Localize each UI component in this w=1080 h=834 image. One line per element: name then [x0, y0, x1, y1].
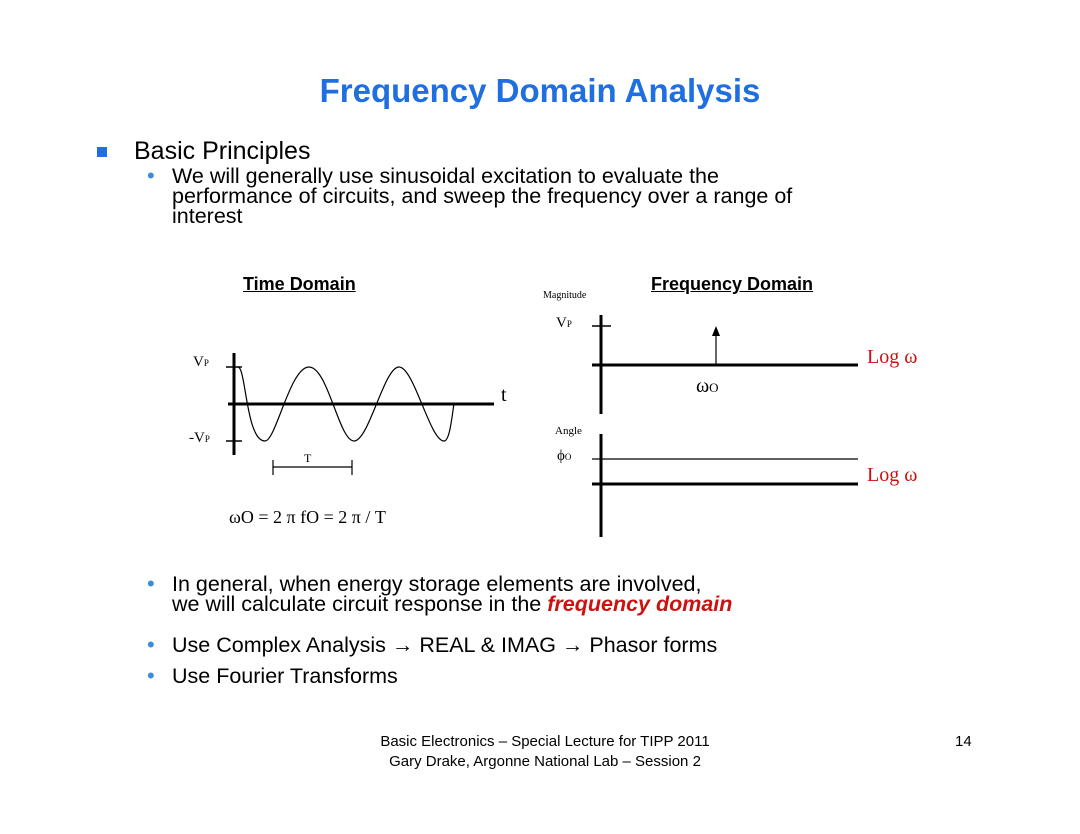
- omega-o-main: ω: [696, 375, 710, 397]
- bullet-dot-icon: •: [147, 163, 155, 188]
- intro-line-3: interest: [172, 204, 243, 228]
- magnitude-label: Magnitude: [543, 290, 587, 301]
- angle-label: Angle: [555, 425, 582, 437]
- bullet-energy-storage: [172, 574, 732, 614]
- vp-label: [193, 354, 209, 371]
- log-omega-label-2: Log ω: [867, 464, 918, 486]
- footer: [330, 732, 760, 772]
- bullet-dot-icon: •: [147, 663, 155, 688]
- phi-o-main: ϕ: [557, 448, 565, 464]
- magnitude-vp-label: [556, 315, 572, 332]
- intro-line-2: performance of circuits, and sweep the frequency over a range of: [172, 184, 793, 208]
- page-number: 14: [955, 733, 972, 750]
- magnitude-vp-sub: P: [566, 319, 572, 329]
- phi-o-sub: O: [564, 452, 572, 462]
- vp-label-sub: P: [203, 358, 209, 368]
- omega-o-sub: O: [709, 380, 719, 395]
- footer-line-1: Basic Electronics – Special Lecture for TIPP 2011: [380, 733, 710, 750]
- intro-line-1: We will generally use sinusoidal excitation to evaluate the: [172, 164, 719, 188]
- section-heading: Basic Principles: [134, 137, 311, 165]
- time-domain-diagram: [226, 353, 494, 475]
- period-label: T: [304, 451, 312, 465]
- neg-vp-label-sub: P: [204, 434, 210, 444]
- magnitude-vp-main: V: [556, 315, 567, 331]
- t-axis-label: t: [501, 384, 507, 406]
- footer-line-2: Gary Drake, Argonne National Lab – Session 2: [389, 753, 701, 770]
- log-omega-label-1: Log ω: [867, 346, 918, 368]
- neg-vp-label-main: -V: [189, 430, 205, 446]
- bullet-1-line-2-text: we will calculate circuit response in the: [172, 592, 548, 616]
- bullet-complex-analysis: Use Complex Analysis → REAL & IMAG → Phasor forms: [172, 633, 718, 657]
- bullet-dot-icon: •: [147, 571, 155, 596]
- bullet-1-line-1: In general, when energy storage elements are involved,: [172, 572, 702, 596]
- neg-vp-label: [189, 430, 210, 447]
- bullet-fourier: Use Fourier Transforms: [172, 664, 398, 688]
- vp-label-main: V: [193, 354, 204, 370]
- slide-title: Frequency Domain Analysis: [319, 72, 761, 109]
- angle-plot: [592, 434, 858, 537]
- bullet-1-line-2: [172, 594, 732, 614]
- time-domain-heading: Time Domain: [243, 274, 356, 294]
- magnitude-plot: [592, 315, 858, 414]
- frequency-domain-heading: Frequency Domain: [651, 274, 814, 294]
- omega-o-label: [696, 375, 719, 398]
- bullet-dot-icon: •: [147, 632, 155, 657]
- spectral-line-arrowhead: [712, 326, 720, 336]
- frequency-domain-emphasis: frequency domain: [547, 592, 733, 616]
- omega-formula: ωO = 2 π fO = 2 π / T: [229, 507, 386, 527]
- phi-o-label: [557, 448, 571, 465]
